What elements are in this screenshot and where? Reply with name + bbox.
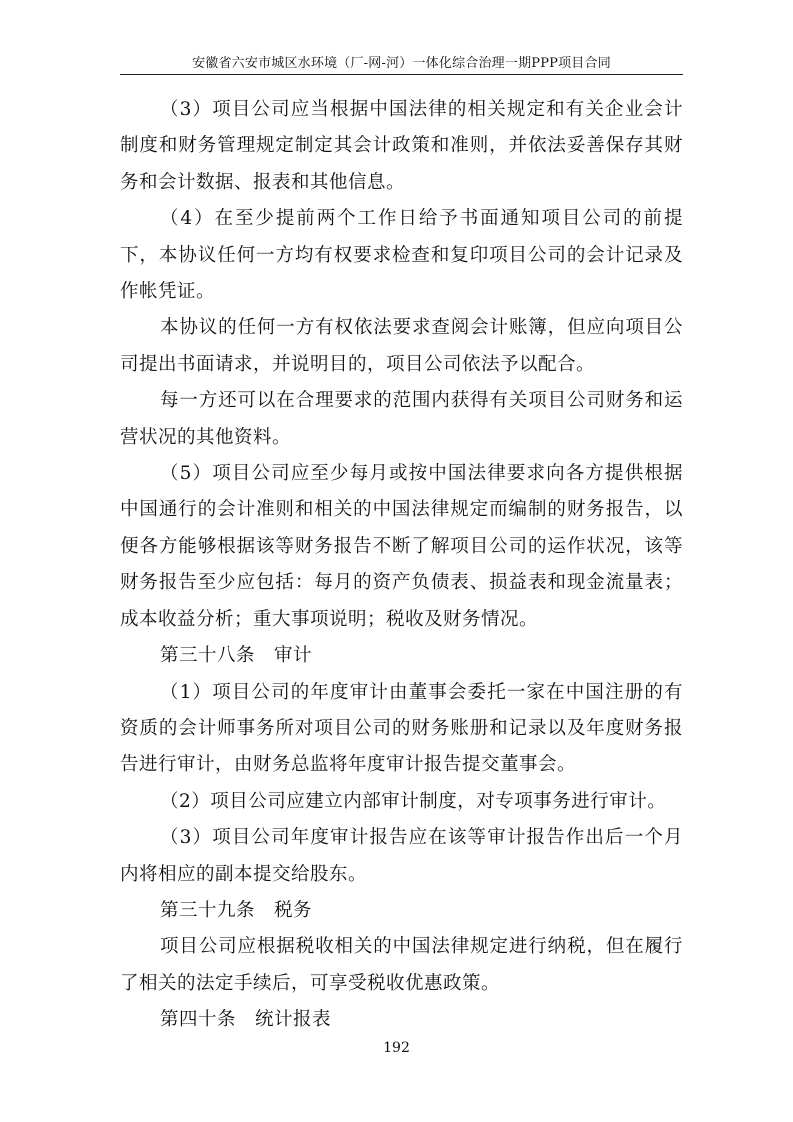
running-header: 安徽省六安市城区水环境（厂-网-河）一体化综合治理一期PPP项目合同 bbox=[192, 56, 611, 71]
paragraph: （5）项目公司应至少每月或按中国法律要求向各方提供根据中国通行的会计准则和相关的中国法律规定而编制的财务报告，以便各方能够根据该等财务报告不断了解项目公司的运作状况，该等财务报告至少应包括：每月的资产负债表、损益表和现金流量表；成本收益分析；重大事项说明；税收及财务情况。 bbox=[120, 463, 683, 630]
article-heading: 第四十条 统计报表 bbox=[160, 1009, 332, 1031]
paragraph: 每一方还可以在合理要求的范围内获得有关项目公司财务和运营状况的其他资料。 bbox=[120, 390, 683, 448]
article-heading: 第三十八条 审计 bbox=[160, 645, 313, 667]
paragraph: （4）在至少提前两个工作日给予书面通知项目公司的前提下，本协议任何一方均有权要求检查和复印项目公司的会计记录及作帐凭证。 bbox=[120, 208, 683, 303]
header-rule bbox=[120, 74, 683, 75]
paragraph: （1）项目公司的年度审计由董事会委托一家在中国注册的有资质的会计师事务所对项目公司的财务账册和记录以及年度财务报告进行审计，由财务总监将年度审计报告提交董事会。 bbox=[120, 681, 683, 776]
paragraph: （3）项目公司应当根据中国法律的相关规定和有关企业会计制度和财务管理规定制定其会计政策和准则，并依法妥善保存其财务和会计数据、报表和其他信息。 bbox=[120, 99, 683, 193]
paragraph: 本协议的任何一方有权依法要求查阅会计账簿，但应向项目公司提出书面请求，并说明目的，项目公司依法予以配合。 bbox=[120, 317, 683, 375]
paragraph: （2）项目公司应建立内部审计制度，对专项事务进行审计。 bbox=[160, 790, 667, 812]
page-number: 192 bbox=[383, 1040, 410, 1056]
paragraph: 项目公司应根据税收相关的中国法律规定进行纳税，但在履行了相关的法定手续后，可享受税收优惠政策。 bbox=[120, 936, 683, 994]
document-body bbox=[120, 92, 683, 1039]
paragraph: （3）项目公司年度审计报告应在该等审计报告作出后一个月内将相应的副本提交给股东。 bbox=[120, 827, 683, 885]
article-heading: 第三十九条 税务 bbox=[160, 899, 313, 921]
